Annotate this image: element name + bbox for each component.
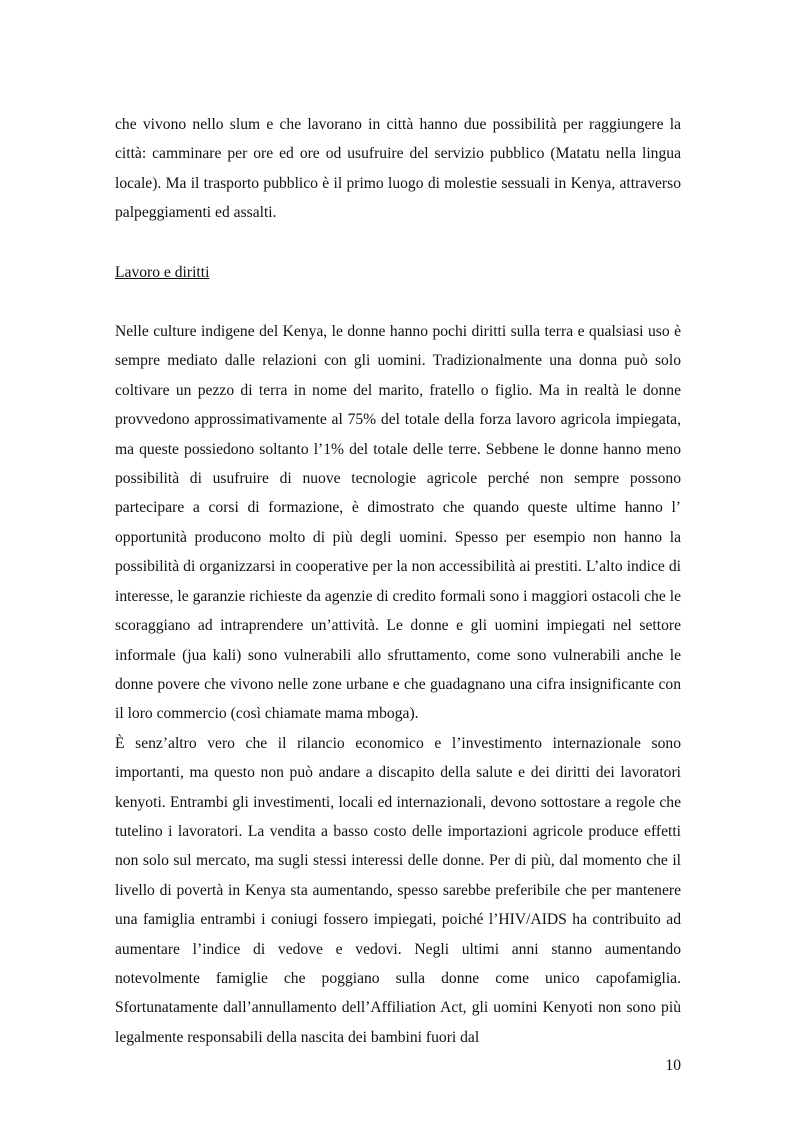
page-number: 10 <box>665 1057 681 1074</box>
section-paragraph-2: È senz’altro vero che il rilancio economico e l’investimento internazionale sono importanti, ma questo non può andare a discapito della salute e dei diritti dei lavoratori kenyoti. Entrambi gli investimenti, locali ed internazionali, devono sottostare a regole che tutelino i lavoratori. La vendita a basso costo delle importazioni agricole produce effetti non solo sul mercato, ma sugli stessi interessi delle donne. Per di più, dal momento che il livello di povertà in Kenya sta aumentando, spesso sarebbe preferibile che per mantenere una famiglia entrambi i coniugi fossero impiegati, poiché l’HIV/AIDS ha contribuito ad aumentare l’indice di vedove e vedovi. Negli ultimi anni stanno aumentando notevolmente famiglie che poggiano sulla donne come unico capofamiglia. Sfortunatamente dall’annullamento dell’Affiliation Act, gli uomini Kenyoti non sono più legalmente responsabili della nascita dei bambini fuori dal <box>115 734 681 1046</box>
page-content <box>115 110 681 1052</box>
intro-paragraph: che vivono nello slum e che lavorano in città hanno due possibilità per raggiungere la città: camminare per ore ed ore od usufruire del servizio pubblico (Matatu nella lingua locale). Ma il trasporto pubblico è il primo luogo di molestie sessuali in Kenya, attraverso palpeggiamenti ed assalti. <box>115 116 681 222</box>
section-heading: Lavoro e diritti <box>115 263 210 281</box>
section-paragraph-1: Nelle culture indigene del Kenya, le donne hanno pochi diritti sulla terra e qualsiasi uso è sempre mediato dalle relazioni con gli uomini. Tradizionalmente una donna può solo coltivare un pezzo di terra in nome del marito, fratello o figlio. Ma in realtà le donne provvedono approssimativamente al 75% del totale della forza lavoro agricola impiegata, ma queste possiedono soltanto l’1% del totale delle terre. Sebbene le donne hanno meno possibilità di usufruire di nuove tecnologie agricole perché non sempre possono partecipare a corsi di formazione, è dimostrato che quando queste ultime hanno l’ opportunità producono molto di più degli uomini. Spesso per esempio non hanno la possibilità di organizzarsi in cooperative per la non accessibilità ai prestiti. L’alto indice di interesse, le garanzie richieste da agenzie di credito formali sono i maggiori ostacoli che le scoraggiano ad intraprendere un’attività. Le donne e gli uomini impiegati nel settore informale (jua kali) sono vulnerabili allo sfruttamento, come sono vulnerabili anche le donne povere che vivono nelle zone urbane e che guadagnano una cifra insignificante con il loro commercio (così chiamate mama mboga). <box>115 323 681 723</box>
